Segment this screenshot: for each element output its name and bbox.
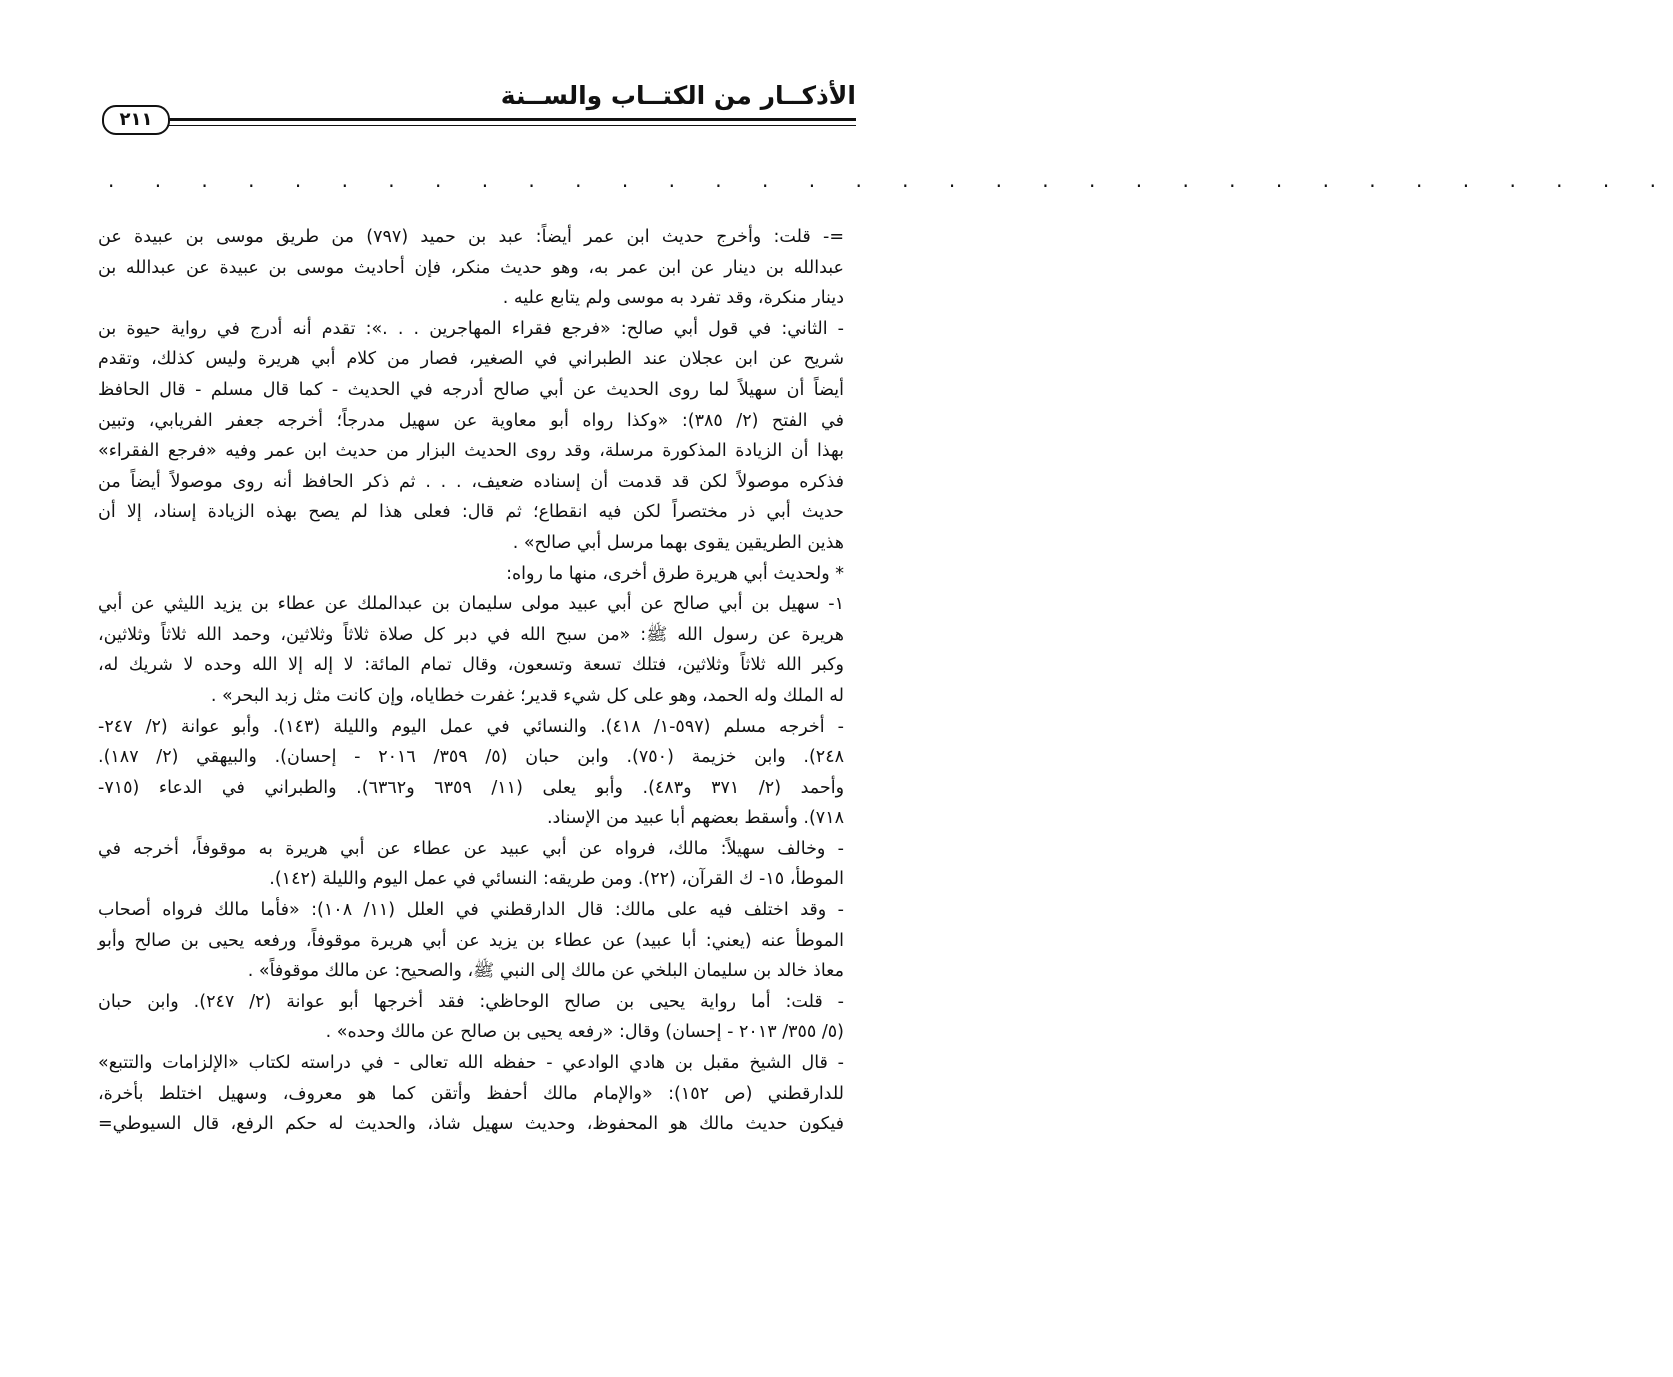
text-line: أيضاً أن سهيلاً لما روى الحديث عن أبي صالح أدرجه في الحديث - كما قال مسلم - قال الحافظ bbox=[98, 379, 844, 400]
text-line: * ولحديث أبي هريرة طرق أخرى، منها ما رواه: bbox=[506, 563, 844, 584]
header-rule-thick bbox=[168, 118, 856, 121]
text-line: هذين الطريقين يقوى بهما مرسل أبي صالح» . bbox=[512, 532, 844, 553]
text-line: فذكره موصولاً لكن قد قدمت أن إسناده ضعيف، . . . ثم ذكر الحافظ أنه روى موصولاً أيضاً من bbox=[98, 471, 844, 492]
text-line: ١- سهيل بن أبي صالح عن أبي عبيد مولى سليمان بن عبدالملك عن عطاء بن يزيد الليثي عن أبي bbox=[98, 594, 844, 615]
text-line: الموطأ عنه (يعني: أبا عبيد) عن عطاء بن يزيد عن أبي هريرة موقوفاً، ورفعه يحيى بن صالح وأبو bbox=[98, 930, 844, 951]
page-number: ٢١١ bbox=[102, 105, 170, 135]
text-line: - أخرجه مسلم (٥٩٧-١/ ٤١٨). والنسائي في عمل اليوم والليلة (١٤٣). وأبو عوانة (٢/ ٢٤٧- bbox=[98, 716, 844, 737]
text-line: وأحمد (٢/ ٣٧١ و٤٨٣). وأبو يعلى (١١/ ٦٣٥٩ و٦٣٦٢). والطبراني في الدعاء (٧١٥- bbox=[98, 777, 845, 798]
text-line: - الثاني: في قول أبي صالح: «فرجع فقراء المهاجرين . . .»: تقدم أنه أدرج في رواية حيوة بن bbox=[98, 318, 844, 339]
text-line: الموطأ، ١٥- ك القرآن، (٢٢). ومن طريقه: النسائي في عمل اليوم والليلة (١٤٢). bbox=[269, 869, 844, 890]
text-line: للدارقطني (ص ١٥٢): «والإمام مالك أحفظ وأتقن كما هو معروف، وسهيل اختلط بأخرة، bbox=[98, 1083, 844, 1104]
header-rule-thin bbox=[168, 125, 856, 126]
running-title: الأذكــار من الكتــاب والســنة bbox=[500, 81, 856, 110]
text-line: شريح عن ابن عجلان عند الطبراني في الصغير، فصار من كلام أبي هريرة وليس كذلك، وتقدم bbox=[98, 349, 844, 370]
text-line: - وخالف سهيلاً: مالك، فرواه عن أبي عبيد عن عطاء عن أبي هريرة به موقوفاً، أخرجه في bbox=[98, 838, 844, 859]
text-line: عبدالله بن دينار عن ابن عمر به، وهو حديث منكر، فإن أحاديث موسى بن عبيدة عن عبدالله بن bbox=[98, 257, 844, 278]
text-line: بهذا أن الزيادة المذكورة مرسلة، وقد روى الحديث البزار من حديث ابن عمر وفيه «فرجع الفقراء» bbox=[98, 441, 844, 462]
text-line: (٥/ ٣٥٥/ ٢٠١٣ - إحسان) وقال: «رفعه يحيى بن صالح عن مالك وحده» . bbox=[325, 1022, 844, 1043]
text-line: =- قلت: وأخرج حديث ابن عمر أيضاً: عبد بن حميد (٧٩٧) من طريق موسى بن عبيدة عن bbox=[98, 227, 844, 247]
text-line: - وقد اختلف فيه على مالك: قال الدارقطني في العلل (١١/ ١٠٨): «فأما مالك فرواه أصحاب bbox=[98, 900, 844, 921]
text-line: ٧١٨). وأسقط بعضهم أبا عبيد من الإسناد. bbox=[546, 808, 844, 829]
text-line: - قال الشيخ مقبل بن هادي الوادعي - حفظه الله تعالى - في دراسته لكتاب «الإلزامات والتتبع» bbox=[98, 1053, 844, 1074]
text-line: في الفتح (٢/ ٣٨٥): «وكذا رواه أبو معاوية عن سهيل مدرجاً؛ أخرجه جعفر الفريابي، وتبين bbox=[98, 410, 844, 431]
page-header bbox=[96, 70, 856, 132]
text-line: هريرة عن رسول الله ﷺ: «من سبح الله في دبر كل صلاة ثلاثاً وثلاثين، وحمد الله ثلاثاً وثلاثين، bbox=[98, 624, 844, 645]
text-line: له الملك وله الحمد، وهو على كل شيء قدير؛ غفرت خطاياه، وإن كانت مثل زبد البحر» . bbox=[210, 685, 844, 706]
dotted-separator: . . . . . . . . . . . . . . . . . . . . . . . . . . . . . . . . . . bbox=[108, 168, 1673, 192]
footnote-text bbox=[98, 222, 844, 1140]
text-line: معاذ خالد بن سليمان البلخي عن مالك إلى النبي ﷺ، والصحيح: عن مالك موقوفاً» . bbox=[247, 961, 844, 982]
text-line: دينار منكرة، وقد تفرد به موسى ولم يتابع عليه . bbox=[502, 288, 844, 309]
text-line: حديث أبي ذر مختصراً لكن فيه انقطاع؛ ثم قال: فعلى هذا لم يصح بهذه الزيادة إسناد، إلا أن bbox=[98, 502, 844, 523]
text-line: فيكون حديث مالك هو المحفوظ، وحديث سهيل شاذ، والحديث له حكم الرفع، قال السيوطي= bbox=[98, 1114, 844, 1135]
text-line: ٢٤٨). وابن خزيمة (٧٥٠). وابن حبان (٥/ ٣٥٩/ ٢٠١٦ - إحسان). والبيهقي (٢/ ١٨٧). bbox=[98, 747, 844, 768]
text-line: - قلت: أما رواية يحيى بن صالح الوحاظي: فقد أخرجها أبو عوانة (٢/ ٢٤٧). وابن حبان bbox=[98, 991, 844, 1012]
text-line: وكبر الله ثلاثاً وثلاثين، فتلك تسعة وتسعون، وقال تمام المائة: لا إله إلا الله وحده لا شريك له، bbox=[98, 655, 844, 676]
